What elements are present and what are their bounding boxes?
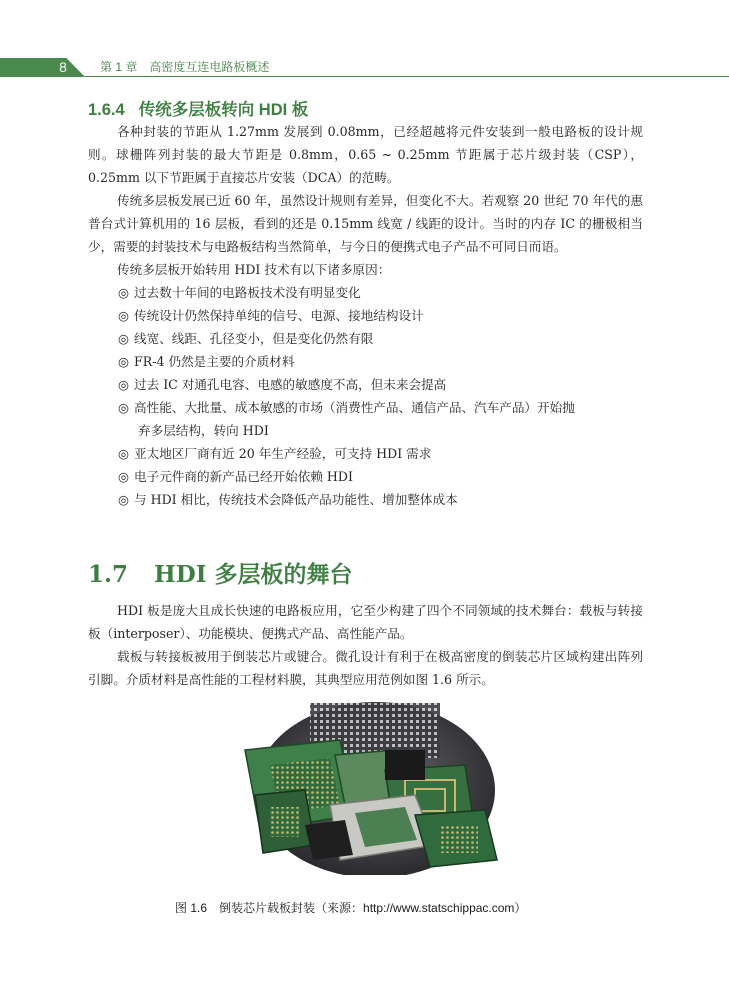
die-black	[305, 820, 353, 860]
list-item	[88, 327, 643, 350]
list-item-text: 过去 IC 对通孔电容、电感的敏感度不高，但未来会提高	[134, 377, 447, 392]
paragraph: HDI 板是庞大且成长快速的电路板应用，它至少构建了四个不同领域的技术舞台：载板与转接板（interposer）、功能模块、便携式产品、高性能产品。	[88, 603, 643, 641]
list-item-text: 过去数十年间的电路板技术没有明显变化	[134, 285, 361, 300]
list-item	[88, 373, 643, 396]
list-item	[88, 488, 643, 511]
list-item-text: 传统设计仍然保持单纯的信号、电源、接地结构设计	[134, 308, 424, 323]
substrate-pad-array	[270, 807, 300, 837]
chapter-title: 高密度互连电路板概述	[149, 60, 270, 74]
section-title: HDI 多层板的舞台	[154, 561, 353, 588]
list-item	[88, 350, 643, 373]
list-item-continuation: 弃多层结构，转向 HDI	[138, 423, 269, 438]
list-item	[88, 442, 643, 465]
list-item	[88, 396, 643, 419]
list-item-text: FR-4 仍然是主要的介质材料	[134, 354, 295, 369]
list-item-text: 电子元件商的新产品已经开始依赖 HDI	[134, 469, 353, 484]
section-number: 1.6.4	[88, 101, 125, 119]
list-item	[88, 465, 643, 488]
substrate-pad-array	[440, 825, 478, 853]
paragraph: 传统多层板发展已近 60 年，虽然设计规则有差异，但变化不大。若观察 20 世纪 70 年代的惠普台式计算机用的 16 层板，看到的还是 0.15mm 线宽 / 线距的设计。当时的内存 IC 的栅极相当少，需要的封装技术与电路板结构当然简单，与今日的便携式电子产品不可同日而语。	[88, 193, 643, 254]
figure-caption	[175, 899, 526, 916]
list-item-text: 亚太地区厂商有近 20 年生产经验，可支持 HDI 需求	[134, 446, 432, 461]
list-item-text: 线宽、线距、孔径变小，但是变化仍然有限	[134, 331, 374, 346]
section-heading-1-7	[88, 556, 352, 589]
list-item	[88, 304, 643, 327]
bullet-mark: ◎	[118, 492, 129, 507]
chapter-label: 第 1 章	[100, 60, 138, 74]
bullet-mark: ◎	[118, 308, 129, 323]
figure-caption-text: 倒装芯片载板封装（来源：http://www.statschippac.com）	[219, 901, 527, 915]
section-1-6-4-body	[88, 120, 643, 511]
list-item-text: 与 HDI 相比，传统技术会降低产品功能性、增加整体成本	[134, 492, 458, 507]
bullet-mark: ◎	[118, 377, 129, 392]
paragraph: 载板与转接板被用于倒装芯片或键合。微孔设计有利于在极高密度的倒装芯片区域构建出阵列引脚。介质材料是高性能的工程材料膜，其典型应用范例如图 1.6 所示。	[88, 649, 643, 687]
bullet-mark: ◎	[118, 469, 129, 484]
list-item	[88, 281, 643, 304]
running-header	[100, 59, 269, 76]
bullet-mark: ◎	[118, 331, 129, 346]
section-heading-1-6-4	[88, 96, 308, 120]
bullet-mark: ◎	[118, 400, 129, 415]
section-number: 1.7	[88, 561, 129, 588]
chip-substrate-photo	[235, 695, 505, 875]
bullet-mark: ◎	[118, 446, 129, 461]
section-1-7-body	[88, 599, 643, 691]
paragraph: 各种封装的节距从 1.27mm 发展到 0.08mm，已经超越将元件安装到一般电路板的设计规则。球栅阵列封装的最大节距是 0.8mm，0.65 ~ 0.25mm 节距属于芯片级封装（CSP），0.25mm 以下节距属于直接芯片安装（DCA）的范畴。	[88, 124, 643, 185]
figure-label: 图 1.6	[175, 901, 208, 915]
paragraph: 传统多层板开始转用 HDI 技术有以下诸多原因：	[117, 262, 391, 277]
die-black	[385, 750, 425, 780]
list-item-text: 高性能、大批量、成本敏感的市场（消费性产品、通信产品、汽车产品）开始抛	[134, 400, 575, 415]
bullet-mark: ◎	[118, 354, 129, 369]
section-title: 传统多层板转向 HDI 板	[138, 101, 309, 119]
figure-flip-chip-substrates	[235, 695, 505, 875]
page-number: 8	[59, 59, 67, 75]
header-rule	[85, 76, 729, 77]
bullet-mark: ◎	[118, 285, 129, 300]
